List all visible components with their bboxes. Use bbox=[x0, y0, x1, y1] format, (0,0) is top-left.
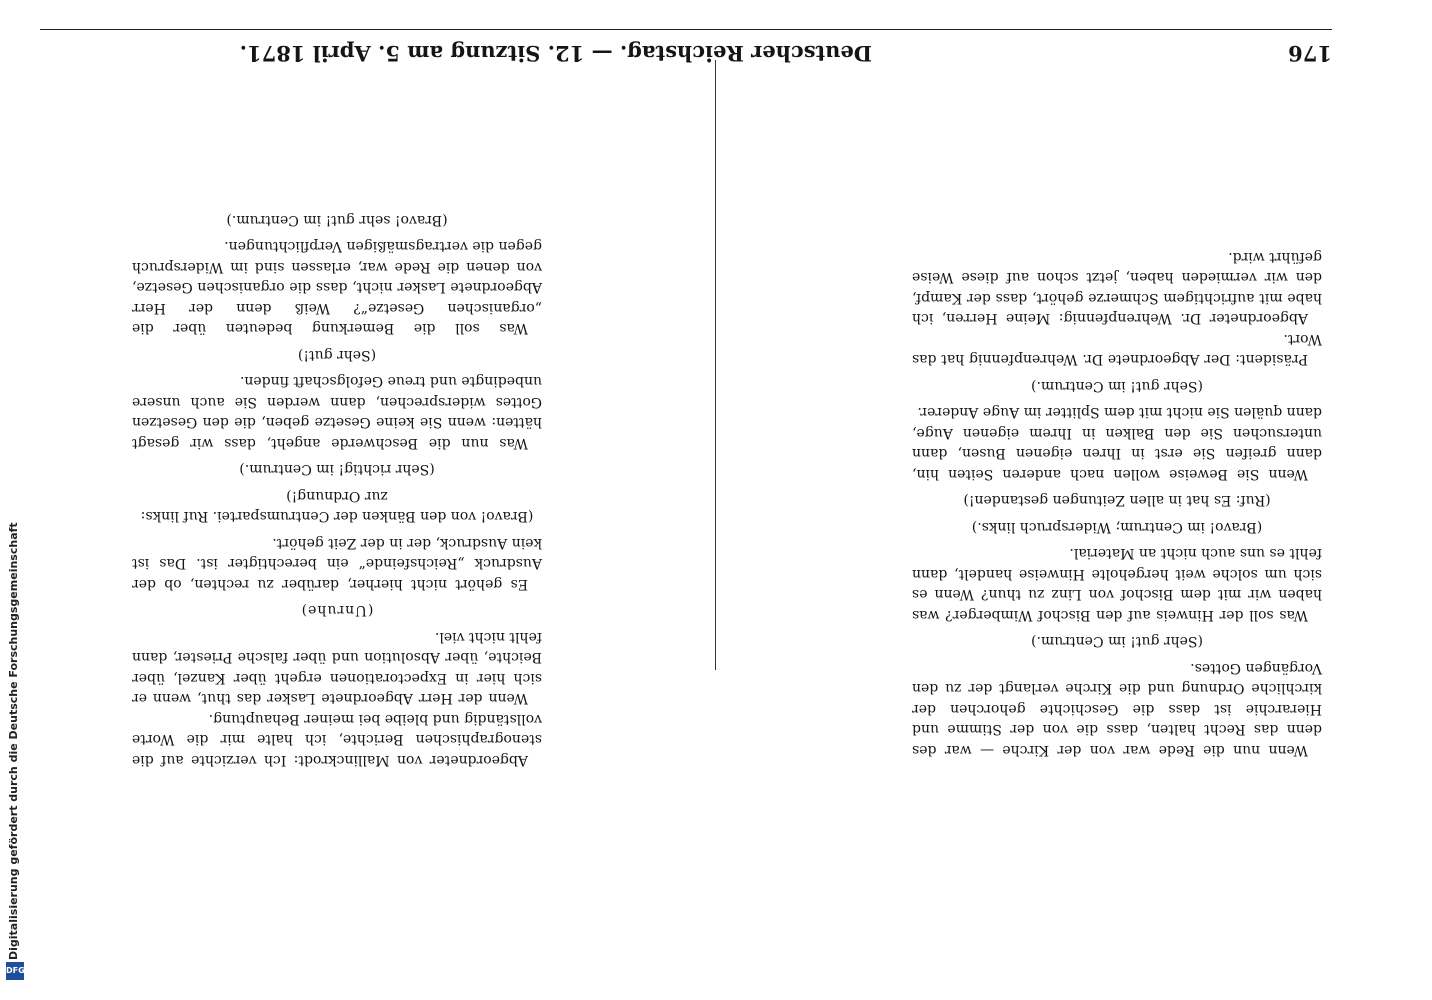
paragraph: Wenn nun die Rede war von der Kirche — war des denn das Recht halten, dass die von der Stimme und Hierarchie ist dass die Geschichte gehorchen der kirchliche Ordnung und die Kirche verlangt der zu den Vorgängen Gottes. bbox=[912, 660, 1322, 758]
paragraph: Es gehört nicht hierher, darüber zu rechten, ob der Ausdruck „Reichsfeinde“ ein berechtigter ist. Das ist kein Ausdruck, der in der Zeit gehört. bbox=[132, 535, 542, 592]
paragraph: Wenn Sie Beweise wollen nach anderen Seiten hin, dann greifen Sie erst in Ihren eigenen Busen, dann untersuchen Sie den Balken in Ihrem eigenen Auge, dann quälen Sie nicht mit dem Splitter im Auge Anderer. bbox=[912, 404, 1322, 482]
interjection: (Bravo! im Centrum; Widerspruch links.) bbox=[971, 519, 1263, 535]
page-number: 176 bbox=[1288, 41, 1332, 66]
interjection: (Sehr gut! im Centrum.) bbox=[1031, 378, 1203, 394]
text-column-right bbox=[132, 204, 542, 771]
interjection: (Unruhe) bbox=[300, 602, 374, 619]
interjection: (Sehr gut! im Centrum.) bbox=[1031, 633, 1203, 650]
speaker-paragraph: Präsident: Der Abgeordnete Dr. Wehrenpfennig hat das Wort. bbox=[912, 331, 1322, 368]
paragraph: Was nun die Beschwerde angeht, dass wir gesagt hätten: wenn Sie keine Gesetze geben, die den Gesetzen Gottes widersprechen, dann werden Sie auch unsere unbedingte und treue Gefolgschaft finden. bbox=[132, 373, 542, 451]
paragraph: Wenn der Herr Abgeordnete Lasker das thut, wenn er sich hier in Expectorationen ergeht über Kanzel, über Beichte, über Absolution und über falsche Priester, dann fehlt nicht viel. bbox=[132, 629, 542, 707]
speaker-paragraph: Abgeordneter Dr. Wehrenpfennig: Meine Herren, ich habe mit aufrichtigem Schmerze gehört, dass der Kampf, den wir vermieden haben, jetzt schon auf diese Weise geführt wird. bbox=[912, 249, 1322, 327]
page-header bbox=[40, 29, 1332, 70]
footer-strip bbox=[2, 0, 26, 1000]
interjection: (Sehr gut!) bbox=[297, 347, 377, 363]
running-title: Deutscher Reichstag. — 12. Sitzung am 5. April 1871. bbox=[239, 41, 872, 66]
interjection: (Sehr richtig! im Centrum.) bbox=[239, 461, 435, 478]
interjection: (Bravo! von den Bänken der Centrumspartei. Ruf links: zur Ordnung!) bbox=[140, 488, 534, 525]
paragraph: Was soll die Bemerkung bedeuten über die „organischen Gesetze“? Weiß denn der Herr Abgeordnete Lasker nicht, dass die organischen Gesetze, von denen die Rede war, erlassen sind im Widerspruch gegen die vertragsmäßigen Verpflichtungen. bbox=[132, 238, 542, 337]
paragraph: Was soll der Hinweis auf den Bischof Wimberger? was haben wir mit dem Bischof von Linz zu thun? Wenn es sich um solche weit hergeholte Hinweise handelt, dann fehlt es uns auch nicht an Material. bbox=[912, 545, 1322, 623]
speaker-paragraph: Abgeordneter von Mallinckrodt: Ich verzichte auf die stenographischen Berichte, ich halte mir die Worte vollständig und bleibe bei meiner Behauptung. bbox=[132, 711, 542, 768]
interjection: (Ruf: Es hat in allen Zeitungen gestanden!) bbox=[963, 492, 1271, 509]
dfg-logo: DFG bbox=[6, 962, 24, 980]
footer-credit: Digitalisierung gefördert durch die Deutsche Forschungsgemeinschaft bbox=[7, 522, 20, 960]
text-column-left bbox=[912, 247, 1322, 761]
column-divider bbox=[715, 60, 716, 670]
interjection: (Bravo! sehr gut! im Centrum.) bbox=[226, 212, 448, 228]
